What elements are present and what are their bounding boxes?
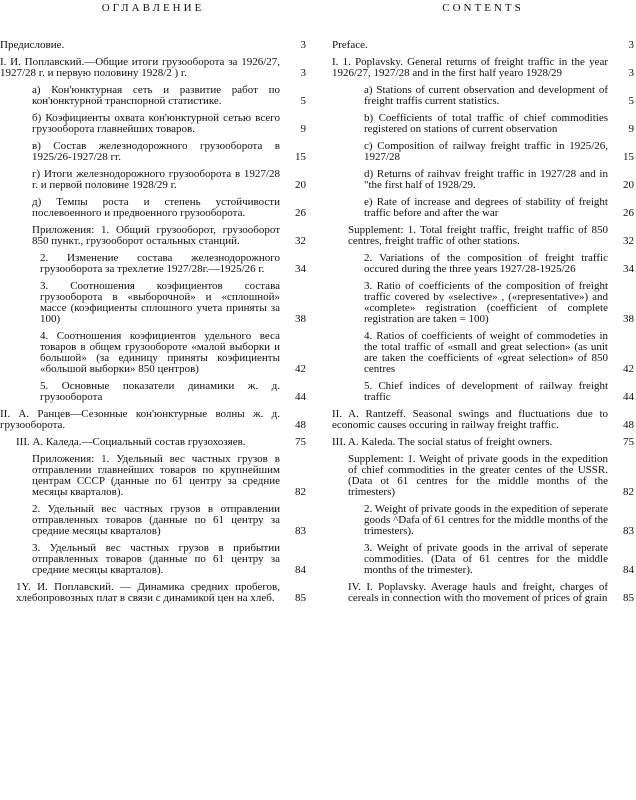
russian-contents-column <box>0 0 306 604</box>
toc-entry-title: 1Y. И. Поплавский. — Динамика средних пробегов, хлебопровозных плат в связи с динамикой цен на хлеб. <box>16 581 280 604</box>
toc-entry-page-number: 82 <box>295 486 306 498</box>
toc-entry-title: б) Коэфициенты охвата кон'юнктурной сетью всего грузооборота главнейших товаров. <box>32 112 280 135</box>
toc-entry <box>364 381 634 403</box>
toc-entry-page-number: 48 <box>295 419 306 431</box>
toc-entry-page-number: 9 <box>300 123 306 135</box>
toc-entry-title: г) Итоги железнодорожного грузооборота в 1927/28 г. и первой половине 1928/29 г. <box>32 168 280 191</box>
toc-entry-title: 3. Weight of private goods in the arrival of seperate commodities. (Data of 61 centres for the middle months of the trimester). <box>364 542 608 576</box>
toc-entry <box>32 454 306 498</box>
toc-entry-page-number: 44 <box>623 391 634 403</box>
toc-entry <box>364 331 634 375</box>
toc-entry-title: Preface. <box>332 39 368 51</box>
toc-entry-page-number: 3 <box>628 67 634 79</box>
toc-entry-page-number: 82 <box>623 486 634 498</box>
toc-entry <box>16 582 306 604</box>
toc-entry-title: д) Темпы роста и степень устойчивости послевоенного и предвоенного грузооборота. <box>32 196 280 219</box>
toc-entry <box>364 253 634 275</box>
toc-entry-page-number: 9 <box>628 123 634 135</box>
toc-entry <box>32 225 306 247</box>
toc-entry-title: Supplement: 1. Weight of private goods in the expedition of chief commodities in the greater centes of the USSR. (Data ot 61 centres for the middle months of the trimesters) <box>348 453 608 498</box>
toc-entry <box>332 437 634 448</box>
toc-entry <box>32 113 306 135</box>
toc-entry <box>364 169 634 191</box>
toc-entry-page-number: 26 <box>295 207 306 219</box>
toc-entry-title: III. A. Kaleda. The social status of freight owners. <box>332 436 553 448</box>
toc-entry-title: I. 1. Poplavsky. General returns of freight traffic in the year 1926/27, 1927/28 and in the first half yearo 1928/29 <box>332 56 608 79</box>
toc-entry-title: в) Состав железнодорожного грузооборота в 1925/26-1927/28 гг. <box>32 140 280 163</box>
english-contents-list <box>332 40 634 610</box>
toc-entry-page-number: 20 <box>295 179 306 191</box>
toc-entry <box>364 281 634 325</box>
toc-entry-page-number: 34 <box>623 263 634 275</box>
toc-entry-page-number: 5 <box>628 95 634 107</box>
toc-entry-page-number: 32 <box>623 235 634 247</box>
toc-entry <box>40 381 306 403</box>
toc-entry-page-number: 32 <box>295 235 306 247</box>
toc-entry <box>364 85 634 107</box>
toc-entry-title: Supplement: 1. Total freight traffic, freight traffic of 850 centres, freight traffic of other stations. <box>348 224 608 247</box>
toc-entry-title: 3. Удельный вес частных грузов в прибытии отправленных товаров (данные по 61 центру за средние месяцы кварталов). <box>32 542 280 576</box>
toc-entry <box>348 225 634 247</box>
toc-entry-page-number: 3 <box>628 39 634 51</box>
toc-entry <box>364 197 634 219</box>
toc-entry <box>348 582 634 604</box>
toc-entry-page-number: 75 <box>295 436 306 448</box>
toc-entry-page-number: 5 <box>300 95 306 107</box>
toc-entry <box>32 543 306 576</box>
toc-entry <box>0 40 306 51</box>
toc-entry-title: e) Rate of increase and degrees of stability of freight traffic before and after the war <box>364 196 608 219</box>
russian-contents-title: ОГЛАВЛЕНИЕ <box>101 2 205 14</box>
toc-entry-title: c) Composition of railway freight traffic in 1925/26, 1927/28 <box>364 140 608 163</box>
toc-entry-title: 5. Chief indices of development of railway freight traffic <box>364 380 608 403</box>
toc-entry <box>32 504 306 537</box>
toc-entry-page-number: 15 <box>623 151 634 163</box>
toc-entry <box>16 437 306 448</box>
toc-entry-title: d) Returns of raihvav freight traffic in 1927/28 and in "the first half of 1928/29. <box>364 168 608 191</box>
toc-entry-page-number: 20 <box>623 179 634 191</box>
toc-entry-title: a) Stations of current observation and development of freight traffis current statistics. <box>364 84 608 107</box>
toc-entry-page-number: 3 <box>300 39 306 51</box>
toc-entry-title: b) Coefficients of total traffic of chief commodities registered on stations of current observation <box>364 112 608 135</box>
toc-entry <box>32 169 306 191</box>
toc-entry-title: I. И. Поплавский.—Общие итоги грузооборота за 1926/27, 1927/28 г. и первую половину 1928/2 ) г. <box>0 56 280 79</box>
toc-entry <box>332 40 634 51</box>
toc-entry-title: 4. Соотношения коэфициентов удельного веса товаров в общем грузообороте «малой выборки и большой» (за единицу приняты коэфициенты «большой выборки» 850 центров) <box>40 330 280 375</box>
toc-entry-page-number: 15 <box>295 151 306 163</box>
toc-entry <box>364 113 634 135</box>
toc-entry-title: 2. Variations of the composition of freight traffic occured during the three years 1927/28-1925/26 <box>364 252 608 275</box>
toc-entry-page-number: 83 <box>295 525 306 537</box>
toc-entry <box>40 331 306 375</box>
toc-entry <box>332 57 634 79</box>
toc-entry-page-number: 85 <box>295 592 306 604</box>
toc-entry-title: IV. I. Poplavsky. Average hauls and freight, charges of cereals in connection with tho movement of prices of grain <box>348 581 608 604</box>
toc-entry <box>0 57 306 79</box>
toc-entry-title: Приложения: 1. Общий грузооборот, грузооборот 850 пункт., грузооборот остальных станций. <box>32 224 280 247</box>
toc-entry-page-number: 38 <box>623 313 634 325</box>
toc-entry-title: 3. Ratio of coefficients of the composition of freight traffic covered by «selective» , («representative») and «complete» registration (coefficient of complete registration are taken = 100) <box>364 280 608 325</box>
toc-entry <box>32 197 306 219</box>
toc-entry <box>364 543 634 576</box>
toc-entry-title: II. A. Rantzeff. Seasonal swings and fluctuations due to economic causes occuring in railway freight traffic. <box>332 408 608 431</box>
toc-entry-title: 2. Удельный вес частных грузов в отправлении отправленных товаров (данные по 61 центру за средние месяцы кварталов) <box>32 503 280 537</box>
toc-entry-page-number: 34 <box>295 263 306 275</box>
toc-entry <box>40 253 306 275</box>
toc-entry-title: 5. Основные показатели динамики ж. д. грузооборота <box>40 380 280 403</box>
toc-entry-page-number: 85 <box>623 592 634 604</box>
toc-entry-page-number: 84 <box>623 564 634 576</box>
toc-entry-title: III. А. Каледа.—Социальный состав грузохозяев. <box>16 436 246 448</box>
toc-entry-page-number: 44 <box>295 391 306 403</box>
toc-entry-title: Приложения: 1. Удельный вес частных грузов в отправлении главнейших товаров по крупнейшим центрам СССР (данные по 61 центру за средние месяцы кварталов). <box>32 453 280 498</box>
toc-entry <box>348 454 634 498</box>
toc-entry <box>0 409 306 431</box>
toc-entry-page-number: 83 <box>623 525 634 537</box>
toc-entry-page-number: 42 <box>295 363 306 375</box>
toc-entry-title: Предисловие. <box>0 39 65 51</box>
english-contents-column <box>332 0 634 604</box>
toc-entry-title: 4. Ratios of coefficients of weight of commodeties in the total traffic of «small and great selection» (as unit are taken the coefficients of «great selection» of 850 centres <box>364 330 608 375</box>
toc-entry <box>32 85 306 107</box>
toc-entry-title: II. А. Ранцев—Сезонные кон'юнктурные волны ж. д. грузооборота. <box>0 408 280 431</box>
toc-entry <box>364 504 634 537</box>
toc-entry <box>40 281 306 325</box>
toc-entry-page-number: 26 <box>623 207 634 219</box>
toc-entry-page-number: 84 <box>295 564 306 576</box>
toc-entry-page-number: 48 <box>623 419 634 431</box>
english-contents-title: CONTENTS <box>442 2 524 14</box>
toc-entry-title: 3. Соотношения коэфициентов состава грузооборота в «выборочной» и «сплошной» массе (коэфициенты сплошного учета приняты за 100) <box>40 280 280 325</box>
toc-entry-title: 2. Изменение состава железнодорожного грузооборота за трехлетие 1927/28г.—1925/26 г. <box>40 252 280 275</box>
toc-entry <box>32 141 306 163</box>
toc-entry-title: 2. Weight of private goods in the expedition of seperate goods ^Dafa of 61 centres for the middle months of the trimesters). <box>364 503 608 537</box>
russian-contents-list <box>0 40 306 610</box>
toc-entry-page-number: 75 <box>623 436 634 448</box>
toc-entry-page-number: 3 <box>300 67 306 79</box>
toc-entry <box>332 409 634 431</box>
toc-entry-page-number: 42 <box>623 363 634 375</box>
toc-entry-title: а) Кон'юнктурная сеть и развитие работ по кон'юнктурной транспорной статистике. <box>32 84 280 107</box>
toc-entry-page-number: 38 <box>295 313 306 325</box>
toc-entry <box>364 141 634 163</box>
